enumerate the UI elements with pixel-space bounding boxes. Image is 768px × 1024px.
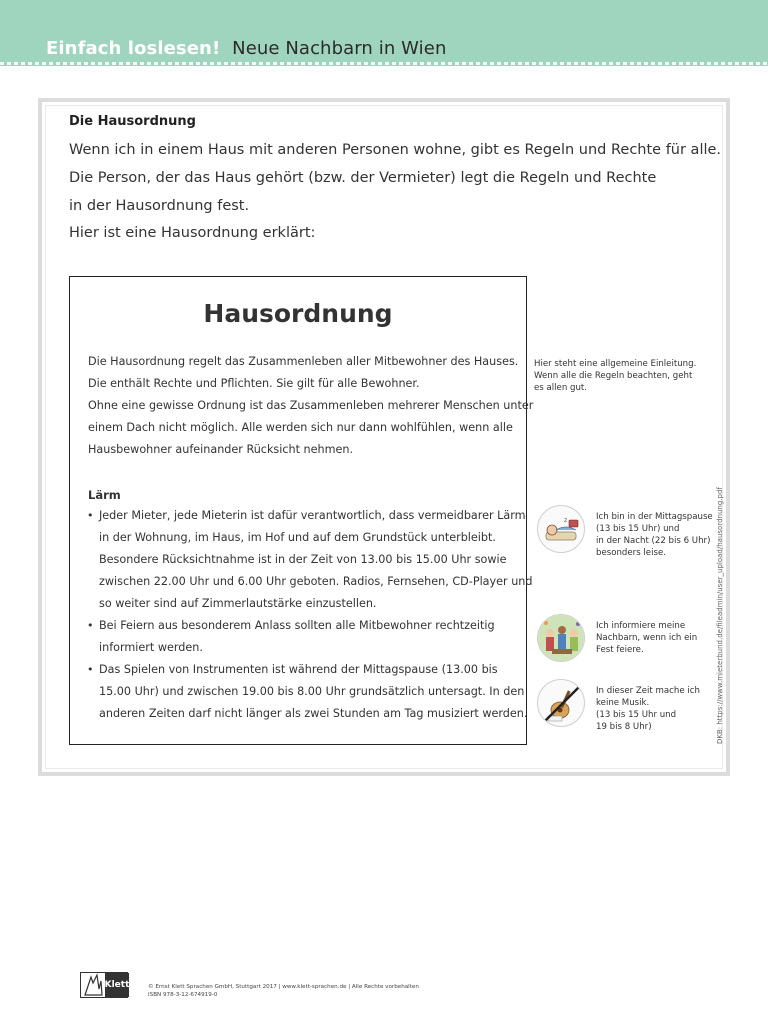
paragraph-line: Die Hausordnung regelt das Zusammenleben aller Mitbewohner des Hauses. bbox=[88, 355, 519, 368]
document-title: Hausordnung bbox=[203, 299, 393, 328]
bullet-line: informiert werden. bbox=[99, 641, 203, 654]
intro-line: in der Hausordnung fest. bbox=[69, 198, 250, 214]
note-line: (13 bis 15 Uhr) und bbox=[596, 524, 680, 534]
bullet-marker: • bbox=[87, 509, 94, 522]
note-line: es allen gut. bbox=[534, 383, 588, 393]
source-credit: DKB: https://www.mieterbund.de/fileadmin/user_upload/hausordnung.pdf bbox=[716, 487, 724, 744]
bullet-marker: • bbox=[87, 663, 94, 676]
intro-line: Hier ist eine Hausordnung erklärt: bbox=[69, 225, 316, 241]
footer-isbn: ISBN 978-3-12-674919-0 bbox=[148, 992, 218, 998]
footer-copyright: © Ernst Klett Sprachen GmbH, Stuttgart 2017 | www.klett-sprachen.de | Alle Rechte vorbehalten bbox=[148, 984, 419, 990]
header-title bbox=[46, 38, 446, 59]
klett-logo bbox=[80, 972, 128, 998]
paragraph-line: Die enthält Rechte und Pflichten. Sie gilt für alle Bewohner. bbox=[88, 377, 420, 390]
svg-text:z: z bbox=[564, 517, 568, 524]
section-heading-laerm: Lärm bbox=[88, 488, 121, 502]
side-note-quiet bbox=[596, 511, 713, 559]
bullet-line: 15.00 Uhr) und zwischen 19.00 bis 8.00 Uhr grundsätzlich untersagt. In den bbox=[99, 685, 525, 698]
book-title: Neue Nachbarn in Wien bbox=[232, 38, 447, 59]
bullet-line: in der Wohnung, im Haus, im Hof und auf dem Grundstück unterbleibt. bbox=[99, 531, 496, 544]
note-line: besonders leise. bbox=[596, 548, 666, 558]
intro-line: Die Person, der das Haus gehört (bzw. der Vermieter) legt die Regeln und Rechte bbox=[69, 170, 657, 186]
klett-logo-mark bbox=[81, 973, 105, 997]
note-line: (13 bis 15 Uhr und bbox=[596, 710, 677, 720]
note-line: in der Nacht (22 bis 6 Uhr) bbox=[596, 536, 711, 546]
bullet-line: Jeder Mieter, jede Mieterin ist dafür verantwortlich, dass vermeidbarer Lärm bbox=[99, 509, 526, 522]
bullet-line: anderen Zeiten darf nicht länger als zwei Stunden am Tag musiziert werden. bbox=[99, 707, 528, 720]
header-dashed-edge bbox=[0, 62, 768, 65]
hausordnung-document bbox=[69, 276, 534, 745]
side-note-party bbox=[596, 620, 697, 656]
note-line: Fest feiere. bbox=[596, 645, 644, 655]
note-line: Nachbarn, wenn ich ein bbox=[596, 633, 698, 643]
note-line: Hier steht eine allgemeine Einleitung. bbox=[534, 359, 697, 369]
bullet-line: Bei Feiern aus besonderem Anlass sollten alle Mitbewohner rechtzeitig bbox=[99, 619, 495, 632]
sleeping-person-icon bbox=[537, 505, 585, 553]
bullet-marker: • bbox=[87, 619, 94, 632]
bullet-line: Das Spielen von Instrumenten ist während der Mittagspause (13.00 bis bbox=[99, 663, 498, 676]
paragraph-line: Ohne eine gewisse Ordnung ist das Zusammenleben mehrerer Menschen unter bbox=[88, 399, 534, 412]
paragraph-line: einem Dach nicht möglich. Alle werden sich nur dann wohlfühlen, wenn alle bbox=[88, 421, 513, 434]
side-note-music bbox=[596, 685, 700, 733]
note-line: keine Musik. bbox=[596, 698, 650, 708]
note-line: Ich informiere meine bbox=[596, 621, 686, 631]
note-line: Ich bin in der Mittagspause bbox=[596, 512, 713, 522]
klett-logo-word: Klett bbox=[105, 973, 129, 997]
note-line: 19 bis 8 Uhr) bbox=[596, 722, 652, 732]
note-line: In dieser Zeit mache ich bbox=[596, 686, 700, 696]
note-line: Wenn alle die Regeln beachten, geht bbox=[534, 371, 693, 381]
bullet-line: zwischen 22.00 Uhr und 6.00 Uhr geboten. Radios, Fernsehen, CD-Player und bbox=[99, 575, 533, 588]
series-brand: Einfach loslesen! bbox=[46, 38, 221, 59]
side-note-intro bbox=[534, 358, 696, 394]
intro-line: Wenn ich in einem Haus mit anderen Personen wohne, gibt es Regeln und Rechte für alle. bbox=[69, 142, 722, 158]
intro-heading: Die Hausordnung bbox=[69, 114, 196, 129]
party-people-icon bbox=[537, 614, 585, 662]
paragraph-line: Hausbewohner aufeinander Rücksicht nehmen. bbox=[88, 443, 354, 456]
bullet-line: Besondere Rücksichtnahme ist in der Zeit von 13.00 bis 15.00 Uhr sowie bbox=[99, 553, 507, 566]
bullet-line: so weiter sind auf Zimmerlautstärke einzustellen. bbox=[99, 597, 377, 610]
no-music-guitar-icon bbox=[537, 679, 585, 727]
